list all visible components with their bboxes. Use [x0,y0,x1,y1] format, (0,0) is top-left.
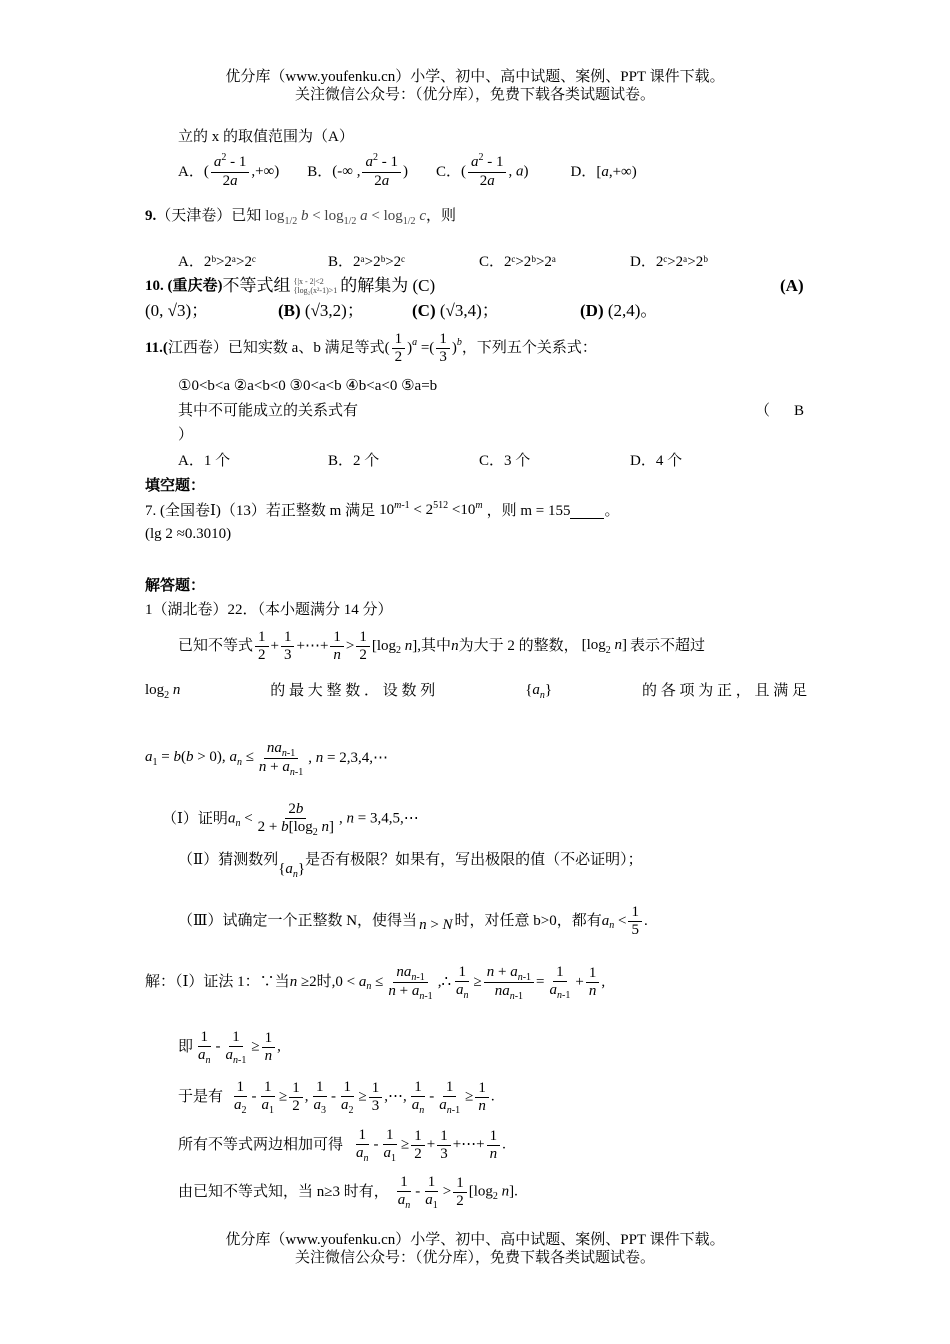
solve-part2-b: 是否有极限？如果有，写出极限的值（不必证明）； [305,852,643,868]
q10-option-a-label: (A) [780,276,804,295]
solution-suoyou: 所有不等式两边相加可得 [178,1137,344,1153]
solve-p1-c: 为大于 2 的整数， [458,638,579,654]
fill-q7-end: 。 [604,503,620,519]
solve-part3-expr: $a_n$ < $\frac{1}{5}$ . [601,903,648,938]
q8-option-a-expr: ( $\frac{a^2 - 1}{2a}$ ,+∞) [203,152,280,189]
q8-tail-text: 立的 x 的取值范围为（A） [178,129,354,145]
solve-q1-title: 1（湖北卷）22．（本小题满分 14 分） [145,602,393,618]
solve-recurrence: $a_1 = b(b > 0)$, $a_n$ ≤ $\frac{na_{n-1}}{n + a_{n-1}}$ , n = 2,3,4,⋯ [145,739,388,778]
q11-answer: B [794,403,805,419]
q9-then: ，则 [425,208,456,224]
fill-q7-inequality: $10^{m-1} < 2^{512} <10^m$ [379,500,483,518]
footer-line-1: 优分库（www.youfenku.cn）小学、初中、高中试题、案例、PPT 课件下载。 [225,1232,725,1248]
solve-part1 [162,797,419,841]
solution-yushi: 于是有 [178,1089,224,1105]
solve-p1-sum: $\frac{1}{2}$ + $\frac{1}{3}$ +⋯+ $\frac{1}{n}$ > $\frac{1}{2}$ [$\log_2$ n], [253,629,421,664]
solve-p2 [145,676,807,706]
solve-p2-log: $\log_2 n$ [145,682,181,701]
solution-expr-4: $\frac{1}{a_n}$ - $\frac{1}{a_1}$ ≥ $\frac{1}{2}$ + $\frac{1}{3}$ +⋯+ $\frac{1}{n}$ . [356,1127,506,1164]
solve-p1-floor: [$\log_2$ n] [581,637,627,656]
q11-stem [145,328,597,368]
q11-equation: ( $\frac{1}{2}$ )$^a$ =( $\frac{1}{3}$ )$^b$ [384,330,462,365]
fill-q7-blank [570,504,604,519]
q11-text-2: ，下列五个关系式： [461,340,597,356]
fill-q7-hint: (lg 2 ≈0.3010) [145,526,232,542]
solve-p1-a: 已知不等式 [178,638,254,654]
q9-option-a: A．2ᵇ>2ᵃ>2ᶜ [178,254,256,270]
q10-text: 不等式组 [222,276,291,295]
q11-answer-close: ） [178,427,194,443]
solve-p2-seq: $\{a_n\}$ [525,682,553,701]
fill-q7 [145,501,620,521]
solution-line-5 [178,1170,518,1214]
q11-option-d: D．4 个 [630,453,683,469]
q11-answer-open: （ [755,403,771,419]
solution-expr-5: $\frac{1}{a_n}$ - $\frac{1}{a_1}$ > $\frac{1}{2}$ [$\log_2$ n]. [397,1174,518,1211]
q9-option-b: B．2ᵃ>2ᵇ>2ᶜ [328,254,406,270]
q8-option-b-expr: (-∞ , $\frac{a^2 - 1}{2a}$ ) [332,152,408,189]
solution-line-1 [145,957,605,1007]
q8-option-d-label: D． [570,164,597,180]
solve-part3 [178,900,648,942]
solve-part3-cond: n > N [419,917,453,933]
solve-part2 [178,850,643,880]
q11-source: 江西卷）已知实数 a、b 满足等式 [167,340,385,356]
q10-option-d-label: (D) [580,301,604,320]
fill-q7-pre: 7. (全国卷Ⅰ)（13）若正整数 m 满足 [145,503,376,519]
q11-option-c: C．3 个 [479,453,531,469]
solve-part2-a: （Ⅱ）猜测数列 [178,852,279,868]
q11-question: 其中不可能成立的关系式有 [178,403,359,419]
q10-system: {|x - 2|<2 {log₂(x²-1)>1 [293,277,338,295]
q9-inequality: $\log_{1/2} b < \log_{1/2} a < \log_{1/2} c$ [265,208,426,227]
q8-option-c-expr: ( $\frac{a^2 - 1}{2a}$ , a) [460,152,529,189]
q8-options [178,152,637,192]
solve-part1-label: （Ⅰ）证明 [162,811,228,827]
solution-expr-3: $\frac{1}{a_2}$ - $\frac{1}{a_1}$ ≥ $\frac{1}{2}$ , $\frac{1}{a_3}$ - $\frac{1}{a_2}$ ≥ $\frac{1}{3}$ ,⋯, $\frac{1}{a_n}$ - $\frac{1}{a_{n-1}}$ ≥ $\frac{1}{n}$ . [234,1079,495,1116]
solve-p2-a: 的 最 大 整 数 ． 设 数 列 [270,683,436,699]
q9-stem [145,207,456,239]
solve-part3-b: 时，对任意 b>0，都有 [454,913,602,929]
solve-p1-d: 表示不超过 [630,638,706,654]
header-line-2: 关注微信公众号：（优分库），免费下载各类试题试卷。 [294,87,655,103]
q10-option-b-label: (B) [278,301,301,320]
q11-relations: ①0<b<a ②a<b<0 ③0<a<b ④b<a<0 ⑤a=b [178,378,438,394]
header-line-1: 优分库（www.youfenku.cn）小学、初中、高中试题、案例、PPT 课件下载。 [225,69,725,85]
q8-option-d-expr: [a,+∞) [596,164,637,180]
solution-intro: 解：（Ⅰ）证法 1：∵当 [145,974,290,990]
q11-option-a: A．1 个 [178,453,231,469]
q8-option-a-label: A． [178,164,204,180]
q10-stem [145,277,435,295]
q10-option-c-value: (√3,4)； [439,301,499,320]
solution-line-4 [178,1123,506,1167]
solution-line-2 [178,1025,281,1069]
q8-option-c-label: C． [435,164,461,180]
solve-part2-seq: $\{a_n\}$ [278,861,306,880]
q10-source: 重庆卷) [172,278,223,294]
q10-option-c [412,302,499,320]
q10-option-d-value: (2,4)。 [607,301,658,320]
solve-part1-expr: $a_n$ < $\frac{2b}{2 + b[\log_2 n]}$ , n = 3,4,5,⋯ [227,801,419,838]
q9-option-d: D．2ᶜ>2ᵃ>2ᵇ [630,254,708,270]
q8-option-b-label: B． [307,164,333,180]
q10-option-b [278,302,364,320]
solution-ji: 即 [178,1039,194,1055]
solve-heading: 解答题： [145,578,206,594]
q9-source: （天津卷）已知 [156,208,262,224]
q10-option-a-value: (0, √3)； [145,301,209,320]
fill-heading: 填空题： [145,478,206,494]
q10-option-b-value: (√3,2)； [304,301,364,320]
q11-option-b: B．2 个 [328,453,380,469]
solve-p1 [178,626,705,666]
solution-youyi: 由已知不等式知，当 n≥3 时有， [178,1184,389,1200]
q11-number: 11.( [145,340,168,356]
solution-expr-1: n ≥2时$,0 < a_n$ ≤ $\frac{na_{n-1}}{n + a_{n-1}}$ ,∴ $\frac{1}{a_n}$ ≥ $\frac{n + a_{n-1}}{na_{n-1}}$ = $\frac{1}{a_{n-1}}$ + $\frac{1}{n}$ , [289,963,606,1002]
solution-expr-2: $\frac{1}{a_n}$ - $\frac{1}{a_{n-1}}$ ≥ $\frac{1}{n}$ , [198,1029,281,1066]
q10-option-d [580,302,657,320]
fill-q7-post: ，则 m = 155 [486,503,571,519]
q9-number: 9. [145,208,157,224]
q9-option-c: C．2ᶜ>2ᵇ>2ᵃ [479,254,557,270]
solve-p1-b: 其中 [421,638,452,654]
solve-part3-a: （Ⅲ）试确定一个正整数 N，使得当 [178,913,418,929]
solve-p1-n: n [451,638,459,654]
q10-option-c-label: (C) [412,301,436,320]
footer-line-2: 关注微信公众号：（优分库），免费下载各类试题试卷。 [294,1250,655,1266]
q10-number: 10. ( [145,278,173,294]
solution-line-3 [178,1075,495,1119]
solve-p2-b: 的 各 项 为 正 ， 且 满 足 [641,683,807,699]
q10-text-2: 的解集为 (C) [340,276,436,295]
